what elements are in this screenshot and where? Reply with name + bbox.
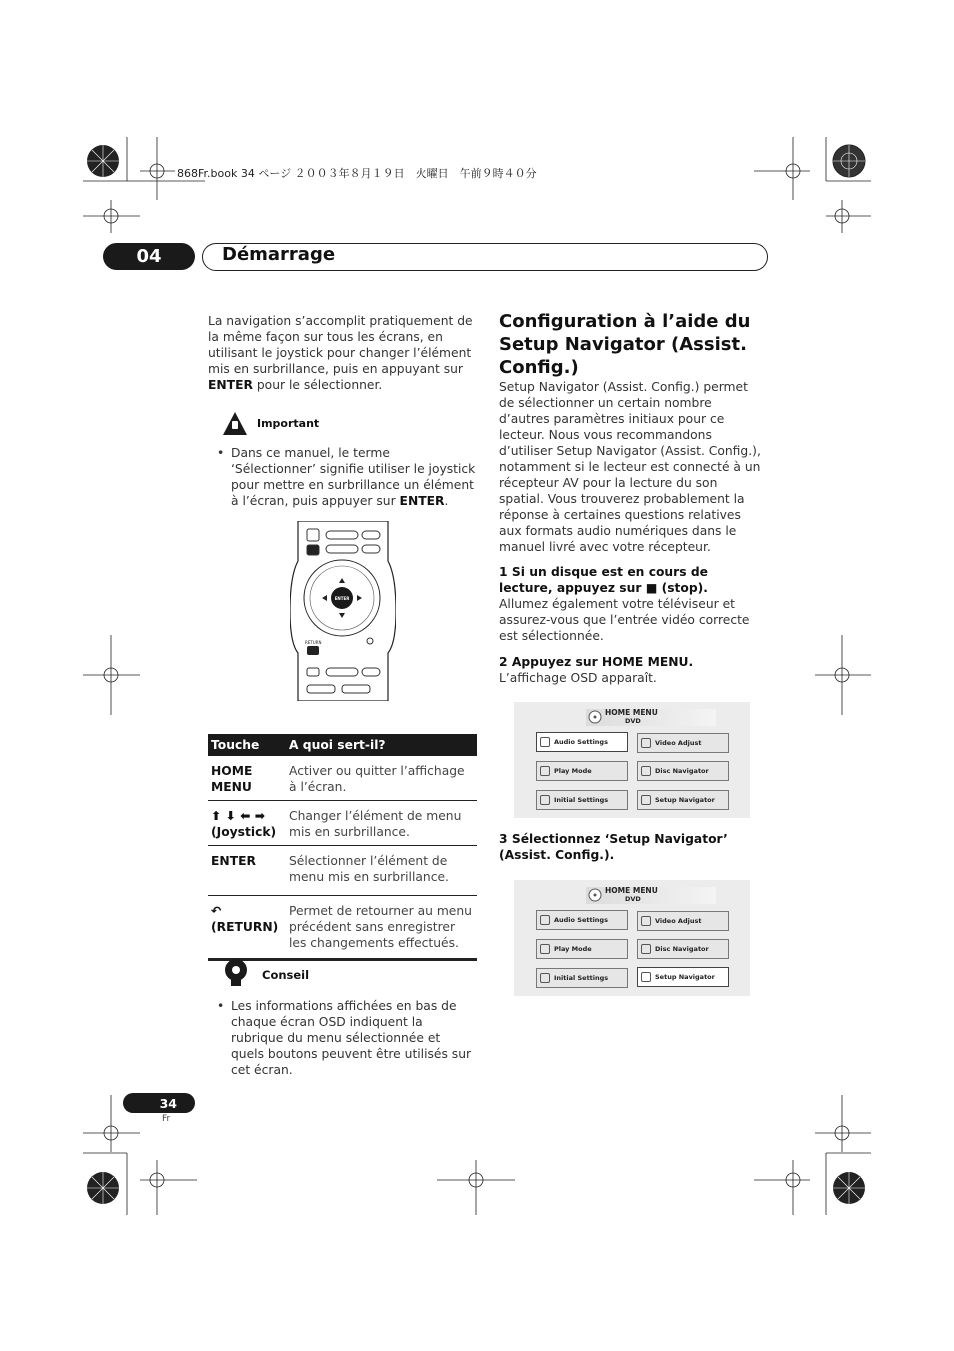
remote-control-illustration — [290, 521, 396, 701]
tip-text: Les informations affichées en bas de chaque écran OSD indiquent la rubrique du menu sélectionnée et quels boutons peuvent être utilisés sur cet écran. — [231, 999, 472, 1077]
table-row: ENTER Sélectionner l’élément de menu mis en surbrillance. — [208, 846, 477, 896]
important-bullet: • — [217, 446, 225, 460]
table-row: ⬆ ⬇ ⬅ ➡ (Joystick) Changer l’élément de menu mis en surbrillance. — [208, 801, 477, 846]
osd-audio-settings-button[interactable]: Audio Settings — [536, 732, 628, 752]
osd-setup-navigator-button[interactable]: Setup Navigator — [637, 790, 729, 810]
osd-home-menu-screen-1 — [514, 702, 750, 818]
page-language: Fr — [162, 1114, 171, 1124]
important-icon — [222, 411, 248, 437]
osd-setup-navigator-button[interactable]: Setup Navigator — [637, 967, 729, 987]
osd-initial-settings-button[interactable]: Initial Settings — [536, 968, 628, 988]
table-row: ↶ (RETURN) Permet de retourner au menu précédent sans enregistrer les changements effectués. — [208, 896, 477, 960]
play-mode-icon — [540, 766, 550, 776]
osd-video-adjust-button[interactable]: Video Adjust — [637, 911, 729, 931]
joystick-arrows-icon: ⬆ ⬇ ⬅ ➡ — [211, 809, 266, 823]
table-row: HOME MENU Activer ou quitter l’affichage à l’écran. — [208, 756, 477, 801]
remote-enter-label: ENTER — [334, 596, 350, 601]
setup-navigator-icon — [641, 972, 651, 982]
step-3-heading: 3 Sélectionnez ‘Setup Navigator’ (Assist. Config.). — [499, 832, 728, 862]
step-1-heading: 1 Si un disque est en cours de lecture, appuyez sur ■ (stop). — [499, 565, 708, 595]
osd-disc-navigator-button[interactable]: Disc Navigator — [637, 939, 729, 959]
osd-subtitle: DVD — [625, 717, 641, 725]
table-header-key: Touche — [208, 734, 286, 756]
tip-label: Conseil — [262, 968, 310, 982]
osd-audio-settings-button[interactable]: Audio Settings — [536, 910, 628, 930]
important-text: Dans ce manuel, le terme ‘Sélectionner’ signifie utiliser le joystick pour mettre en surbrillance un élément à l’écran, puis appuyer sur ENTER. — [231, 446, 476, 508]
important-label: Important — [257, 417, 320, 430]
audio-settings-icon — [540, 915, 550, 925]
table-header-function: A quoi sert-il? — [286, 734, 477, 756]
section-intro: Setup Navigator (Assist. Config.) permet de sélectionner un certain nombre d’autres paramètres initiaux pour ce lecteur. Nous vous recommandons d’utiliser Setup Navigator (Assist. Config.), notamment si le lecteur est connecté à un récepteur AV pour la lecture du son spatial. Vous trouverez probablement la réponse à certaines questions relatives aux formats audio numériques dans le manuel livré avec votre récepteur. — [499, 380, 761, 554]
setup-navigator-icon — [641, 795, 651, 805]
tip-bullet: • — [217, 999, 225, 1013]
osd-title: HOME MENU — [605, 886, 658, 895]
osd-initial-settings-button[interactable]: Initial Settings — [536, 790, 628, 810]
initial-settings-icon — [540, 973, 550, 983]
section-title: Configuration à l’aide du Setup Navigator (Assist. Config.) — [499, 311, 751, 378]
file-header: 868Fr.book 34 ページ ２００３年８月１９日 火曜日 午前９時４０分 — [177, 167, 537, 180]
disc-icon — [588, 888, 602, 902]
video-adjust-icon — [641, 916, 651, 926]
video-adjust-icon — [641, 738, 651, 748]
osd-title: HOME MENU — [605, 708, 658, 717]
initial-settings-icon — [540, 795, 550, 805]
osd-video-adjust-button[interactable]: Video Adjust — [637, 733, 729, 753]
osd-subtitle: DVD — [625, 895, 641, 903]
disc-navigator-icon — [641, 766, 651, 776]
chapter-number: 04 — [103, 243, 195, 270]
disc-icon — [588, 710, 602, 724]
key-function-table — [208, 734, 477, 961]
remote-return-label: RETURN — [305, 640, 322, 645]
tip-lightbulb-icon — [222, 958, 250, 988]
osd-play-mode-button[interactable]: Play Mode — [536, 939, 628, 959]
disc-navigator-icon — [641, 944, 651, 954]
audio-settings-icon — [540, 737, 550, 747]
play-mode-icon — [540, 944, 550, 954]
chapter-title: Démarrage — [222, 244, 336, 265]
step-2-body: L’affichage OSD apparaît. — [499, 671, 657, 685]
step-2-heading: 2 Appuyez sur HOME MENU. — [499, 655, 694, 669]
osd-disc-navigator-button[interactable]: Disc Navigator — [637, 761, 729, 781]
osd-home-menu-screen-2 — [514, 880, 750, 996]
page-number: 34 — [123, 1093, 195, 1113]
step-1-body: Allumez également votre téléviseur et assurez-vous que l’entrée vidéo correcte est sélectionnée. — [499, 597, 750, 643]
intro-paragraph: La navigation s’accomplit pratiquement de la même façon sur tous les écrans, en utilisant le joystick pour changer l’élément mis en surbrillance, puis en appuyant sur ENTER pour le sélectionner. — [208, 314, 473, 392]
osd-play-mode-button[interactable]: Play Mode — [536, 761, 628, 781]
return-icon: ↶ — [211, 904, 222, 918]
